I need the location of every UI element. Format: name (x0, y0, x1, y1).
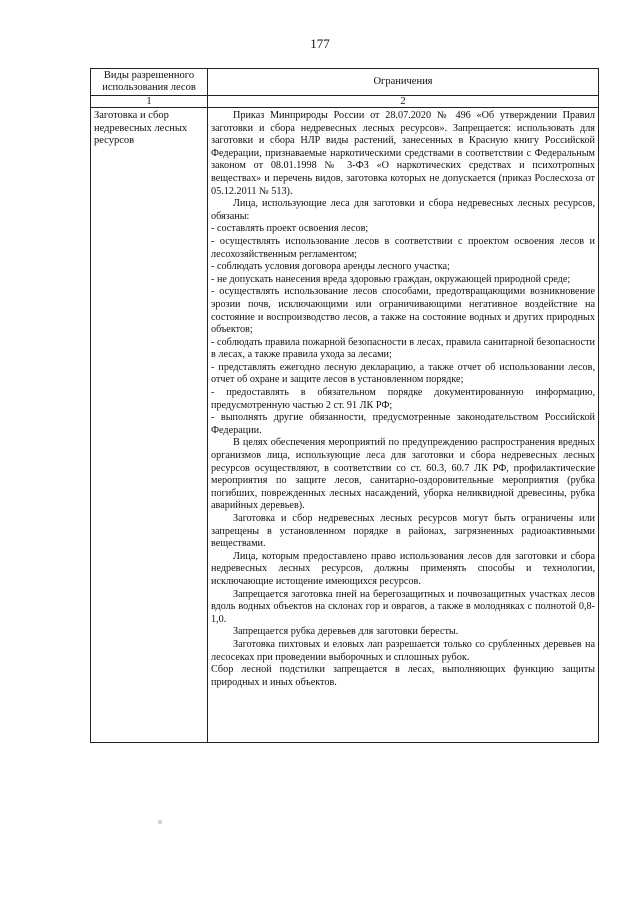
paragraph: Сбор лесной подстилки запрещается в лесах, выполняющих функцию защиты природных и иных объектов. (211, 664, 595, 688)
table-row (91, 108, 599, 743)
paragraph: Приказ Минприроды России от 28.07.2020 № 496 «Об утверждении Правил заготовки и сбора недревесных лесных ресурсов». Запрещается: использовать для заготовки и сбора НЛР виды растений, занесенных в Красную книгу Российской Федерации, признаваемые наркотическими средствами в соответствии с Федеральным законом от 08.01.1998 № 3-ФЗ «О наркотических средствах и психотропных веществах» и перечень видов, заготовка которых не допускается (приказ Рослесхоза от 05.12.2011 № 513). (211, 110, 595, 197)
header-usage-types-line2: использования лесов (102, 82, 196, 93)
paragraph: Заготовка и сбор недревесных лесных ресурсов могут быть ограничены или запрещены в установленном порядке в районах, загрязненных радиоактивными веществами. (211, 513, 595, 550)
paragraph: В целях обеспечения мероприятий по предупреждению распространения вредных организмов лица, использующие леса для заготовки и сбора недревесных лесных ресурсов осуществляют, в соответствии со ст. 60.3, 60.7 ЛК РФ, профилактические мероприятия по защите лесов, санитарно-оздоровительные мероприятия (рубка погибших, поврежденных лесных насаждений, уборка неликвидной древесины, рубка аварийных деревьев). (211, 437, 595, 512)
page-number: 177 (310, 36, 330, 51)
restrictions-table (90, 68, 599, 743)
usage-type-label: Заготовка и сбор недревесных лесных ресурсов (91, 108, 208, 743)
list-item: - составлять проект освоения лесов; (211, 223, 369, 235)
restrictions-text (208, 108, 599, 743)
list-item: - осуществлять использование лесов в соответствии с проектом освоения лесов и лесохозяйственным регламентом; (211, 235, 595, 260)
list-item: - предоставлять в обязательном порядке документированную информацию, предусмотренную частью 2 ст. 91 ЛК РФ; (211, 387, 595, 411)
header-usage-types-line1: Виды разрешенного (103, 70, 195, 81)
list-item: - не допускать нанесения вреда здоровью граждан, окружающей природной среде; (211, 273, 571, 285)
column-number-2: 2 (208, 96, 599, 108)
paragraph: Лица, использующие леса для заготовки и сбора недревесных лесных ресурсов, обязаны: (211, 198, 595, 222)
list-item: - представлять ежегодно лесную декларацию, а также отчет об использовании лесов, отчет об охране и защите лесов в установленном порядке; (211, 361, 595, 386)
paragraph: Лица, которым предоставлено право использования лесов для заготовки и сбора недревесных лесных ресурсов, должны применять способы и технологии, исключающие истощение имеющихся ресурсов. (211, 550, 595, 587)
paragraph: Запрещается рубка деревьев для заготовки бересты. (233, 626, 459, 638)
list-item: - соблюдать условия договора аренды лесного участка; (211, 261, 450, 273)
scan-speck (158, 820, 162, 824)
header-usage-types (91, 69, 208, 96)
list-item: - соблюдать правила пожарной безопасности в лесах, правила санитарной безопасности в лесах, а также правила ухода за лесами; (211, 336, 595, 361)
paragraph: Запрещается заготовка пней на берегозащитных и почвозащитных участках лесов вдоль водных объектов на склонах гор и оврагов, а также в молодняках с полнотой 0,8-1,0. (211, 588, 595, 625)
header-restrictions: Ограничения (208, 69, 599, 96)
table-header-row (91, 69, 599, 96)
list-item: - осуществлять использование лесов способами, предотвращающими возникновение эрозии почв, исключающими или ограничивающими негативное воздействие на состояние и воспроизводство лесов, а также на состояние водных и других природных объектов; (211, 286, 595, 336)
column-number-1: 1 (91, 96, 208, 108)
list-item: - выполнять другие обязанности, предусмотренные законодательством Российской Федерации. (211, 412, 595, 436)
table-number-row (91, 96, 599, 108)
paragraph: Заготовка пихтовых и еловых лап разрешается только со срубленных деревьев на лесосеках при проведении выборочных и сплошных рубок. (211, 638, 595, 663)
